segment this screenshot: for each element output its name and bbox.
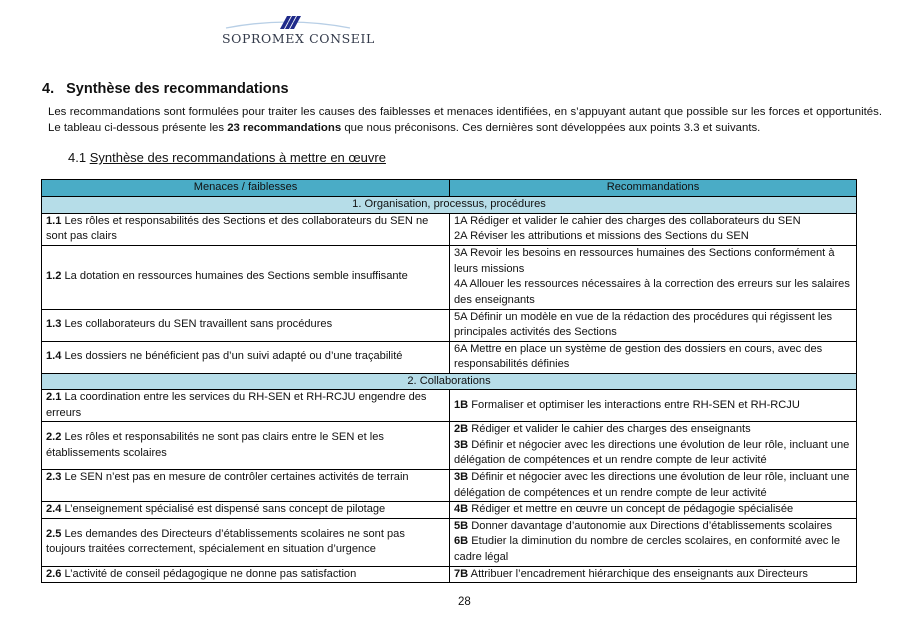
recommendation-item: 4B Rédiger et mettre en œuvre un concept de pédagogie spécialisée [454,503,794,515]
recommendation-item: 7B Attribuer l’encadrement hiérarchique des enseignants aux Directeurs [454,567,808,580]
intro-text-1: Les recommandations sont formulées pour traiter les causes des faiblesses et menaces identifiées, en s’appuyant autant que possible sur les forces et opportunités. Le tableau ci-dessous présente les [48,106,882,134]
table-row [42,245,857,309]
threat-text: L’activité de conseil pédagogique ne donne pas satisfaction [64,567,357,580]
recommendation-item: 3B Définir et négocier avec les directions une évolution de leur rôle, incluant une délégation de compétences et un rendre compte de leur activité [454,438,850,467]
table-row [42,341,857,373]
recommendation-cell [450,309,857,341]
recommendation-cell [450,502,857,519]
recommendation-item: 5A Définir un modèle en vue de la rédaction des procédures qui régissent les principales activités des Sections [454,310,833,338]
recommendation-item: 2B Rédiger et valider le cahier des charges des enseignants [454,423,751,436]
threat-text: Les rôles et responsabilités ne sont pas clairs entre le SEN et les établissements scolaires [46,431,384,459]
threat-cell [42,390,450,422]
recommendation-cell [450,518,857,566]
table-row [42,502,857,519]
threat-text: La dotation en ressources humaines des Sections semble insuffisante [64,270,408,283]
threat-text: L’enseignement spécialisé est dispensé sans concept de pilotage [64,503,386,515]
recommendations-table [41,179,857,583]
section-title [42,81,289,97]
recommendation-item: 3B Définir et négocier avec les directions une évolution de leur rôle, incluant une délégation de compétences et un rendre compte de leur activité [454,471,850,499]
recommendation-item: 1B Formaliser et optimiser les interactions entre RH-SEN et RH-RCJU [454,398,800,411]
threat-cell [42,341,450,373]
table-row [42,470,857,502]
threat-text: Les demandes des Directeurs d’établissements scolaires ne sont pas toujours traitées correctement, spécialement en situation d’urgence [46,527,405,555]
category-row [42,373,857,390]
threat-id: 2.1 [46,391,62,403]
threat-id: 2.4 [46,503,62,515]
threat-cell [42,309,450,341]
threat-cell [42,518,450,566]
recommendation-item: 1A Rédiger et valider le cahier des charges des collaborateurs du SEN [454,214,801,227]
recommendation-cell [450,341,857,373]
threat-id: 1.4 [46,350,62,363]
table-row [42,309,857,341]
recommendation-item: 6A Mettre en place un système de gestion des dossiers en cours, avec des responsabilités définies [454,342,823,370]
logo-text: SOPROMEX CONSEIL [222,31,375,46]
recommendation-cell [450,390,857,422]
recommendation-cell [450,422,857,470]
threat-text: Les dossiers ne bénéficient pas d’un suivi adapté ou d’une traçabilité [64,350,403,363]
category-row [42,197,857,214]
table-row [42,213,857,245]
recommendation-cell [450,245,857,309]
threat-cell [42,422,450,470]
recommendation-item: 6B Etudier la diminution du nombre de cercles scolaires, en conformité avec le cadre légal [454,535,841,563]
threat-cell [42,502,450,519]
company-logo [218,12,375,48]
threat-id: 2.5 [46,527,62,540]
table-row [42,566,857,583]
threat-text: Les rôles et responsabilités des Sections et des collaborateurs du SEN ne sont pas clairs [46,214,429,242]
subsection-title-text: Synthèse des recommandations à mettre en œuvre [89,150,386,165]
recommendation-item: 4A Allouer les ressources nécessaires à la correction des erreurs sur les salaires des enseignants [454,278,850,306]
subsection-title [68,150,386,165]
recommendation-cell [450,213,857,245]
subsection-number: 4.1 [68,150,87,165]
table-header-row [42,180,857,197]
section-number: 4. [42,81,55,97]
recommendation-item: 3A Revoir les besoins en ressources humaines des Sections conformément à leurs missions [454,247,835,275]
column-header-recommendations: Recommandations [450,180,857,197]
category-title: 2. Collaborations [42,373,857,390]
threat-cell [42,470,450,502]
threat-id: 1.2 [46,270,62,283]
threat-id: 1.3 [46,318,62,331]
page-number: 28 [458,596,471,608]
intro-paragraph [48,104,882,136]
table-row [42,390,857,422]
three-slash-logo-icon [218,12,358,32]
threat-id: 2.6 [46,567,62,580]
threat-cell [42,213,450,245]
column-header-threats: Menaces / faiblesses [42,180,450,197]
intro-bold: 23 recommandations [227,122,342,134]
category-title: 1. Organisation, processus, procédures [42,197,857,214]
table-row [42,518,857,566]
threat-text: Les collaborateurs du SEN travaillent sans procédures [64,318,333,331]
recommendation-item: 2A Réviser les attributions et missions des Sections du SEN [454,230,749,242]
section-title-text: Synthèse des recommandations [66,81,289,97]
recommendation-cell [450,470,857,502]
threat-id: 1.1 [46,214,62,227]
table-row [42,422,857,470]
threat-cell [42,245,450,309]
threat-text: Le SEN n’est pas en mesure de contrôler certaines activités de terrain [64,471,409,483]
threat-id: 2.3 [46,471,62,483]
intro-text-2: que nous préconisons. Ces dernières sont développées aux points 3.3 et suivants. [341,122,761,134]
recommendation-cell [450,566,857,583]
threat-id: 2.2 [46,431,62,443]
recommendation-item: 5B Donner davantage d’autonomie aux Directions d’établissements scolaires [454,519,833,532]
threat-cell [42,566,450,583]
threat-text: La coordination entre les services du RH-SEN et RH-RCJU engendre des erreurs [46,391,427,419]
